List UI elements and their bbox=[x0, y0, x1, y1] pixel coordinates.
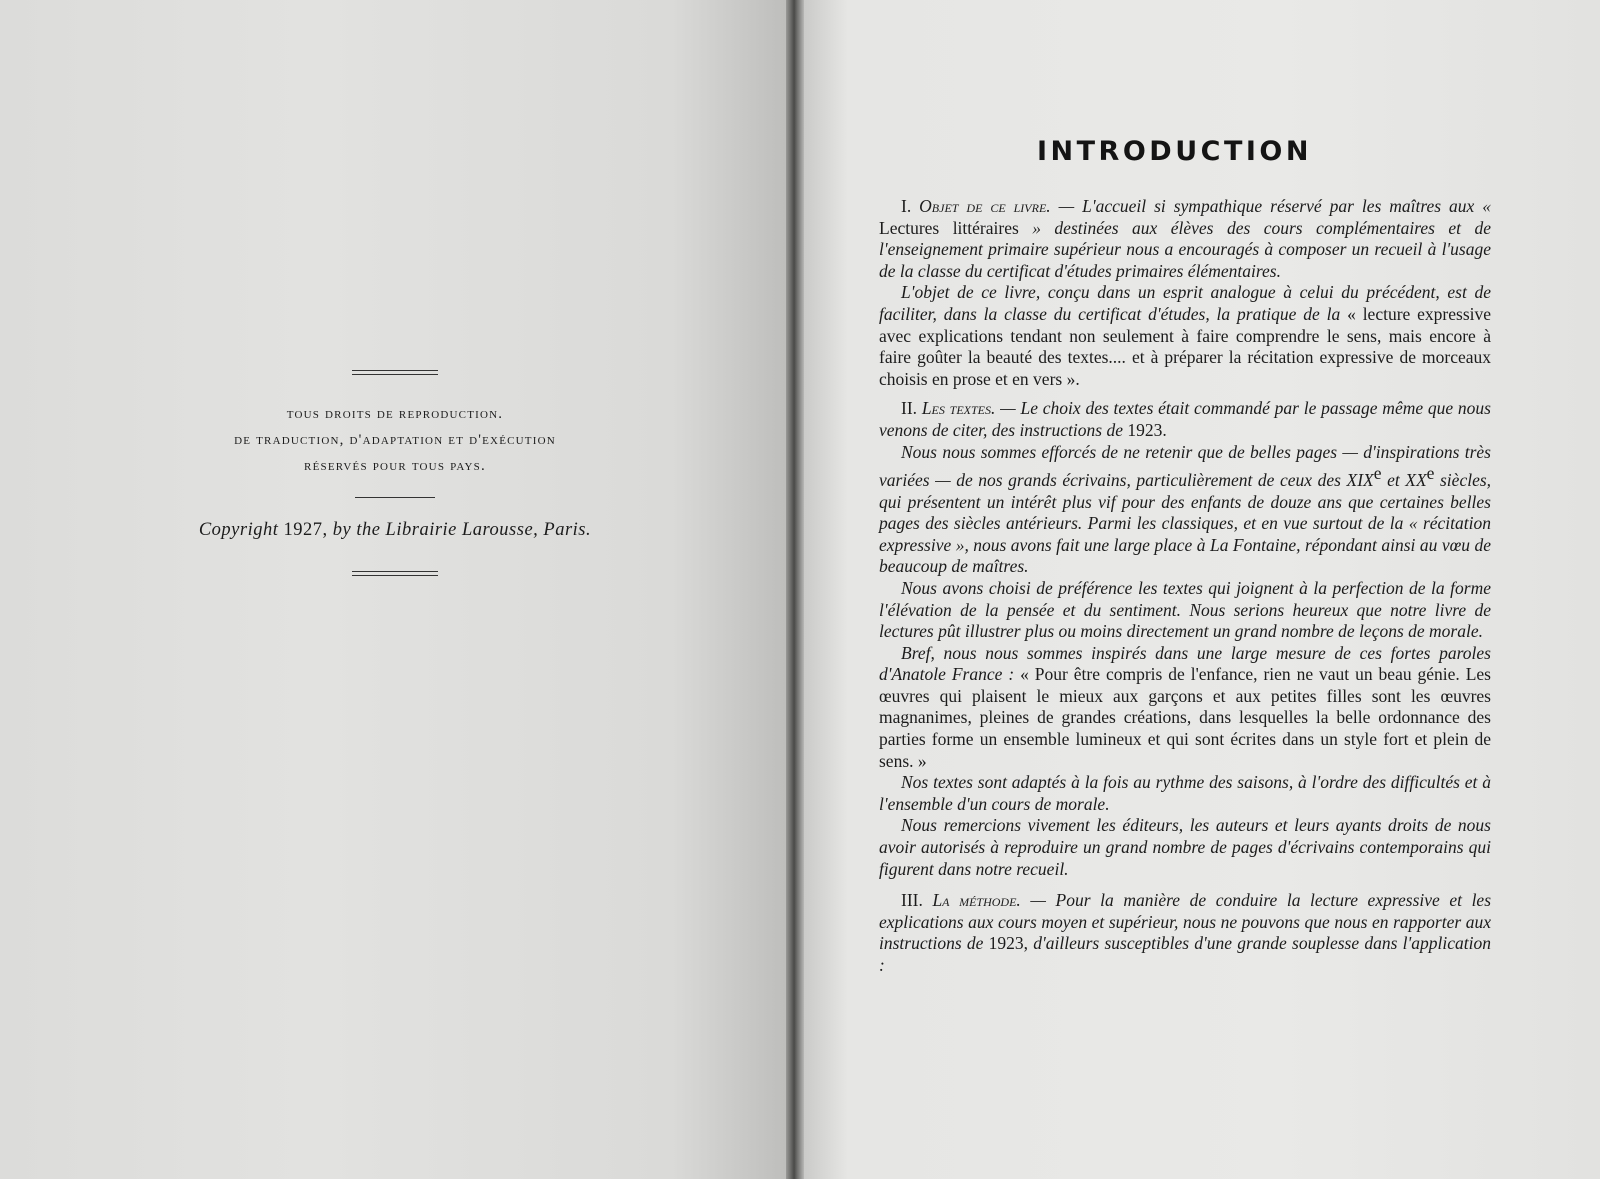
section-objet bbox=[879, 196, 1491, 282]
section-text: » destinées aux élèves des cours complémentaires et de l'enseignement primaire supérieur nous a encouragés à composer un recueil à l'usage de la classe du certificat d'études primaires élémentaires. bbox=[879, 217, 1492, 281]
double-rule-bottom bbox=[352, 571, 438, 576]
section-heading: La méthode. bbox=[932, 890, 1021, 911]
paragraph bbox=[879, 643, 1491, 773]
copyright-suffix: by the Librairie Larousse, Paris. bbox=[332, 520, 592, 540]
paragraph-italic: Bref, nous nous sommes inspirés dans une large mesure de ces fortes paroles d'Anatole France : bbox=[879, 642, 1491, 685]
paragraph-text: Nous nous sommes efforcés de ne retenir que de belles pages — d'inspirations très variées — de nos grands écrivains, particulièrement de ceux des bbox=[879, 441, 1491, 490]
paragraph: Nous avons choisi de préférence les textes qui joignent à la perfection de la forme l'élévation de la pensée et du sentiment. Nous serions heureux que notre livre de lectures pût illustrer plus ou moins directement un grand nombre de leçons de morale. bbox=[879, 577, 1491, 642]
book-gutter bbox=[786, 0, 804, 1179]
section-methode bbox=[879, 890, 1491, 976]
section-text: — Pour la manière de conduire la lecture expressive et les explications aux cours moyen et supérieur, nous ne pouvons que nous en rapporter aux instructions de bbox=[879, 890, 1492, 954]
section-number: I. bbox=[901, 196, 912, 216]
section-textes bbox=[879, 398, 1491, 441]
section-heading: Objet de ce livre. bbox=[919, 196, 1051, 216]
section-text: — Le choix des textes était commandé par le passage même que nous venons de citer, des instructions de bbox=[879, 398, 1491, 440]
rights-line: tous droits de reproduction. bbox=[286, 406, 504, 422]
paragraph-italic: L'objet de ce livre, conçu dans un esprit analogue à celui du précédent, est de faciliter, dans la classe du certificat d'études, la pratique de la bbox=[879, 282, 1491, 324]
quotation: « lecture expressive avec explications tendant non seulement à faire comprendre le sens, mais encore à faire goûter la beauté des textes.... et à préparer la récitation expressive de morceaux choisis en prose et en vers ». bbox=[879, 303, 1492, 389]
rights-notice bbox=[150, 370, 640, 576]
superscript: e bbox=[1373, 463, 1382, 484]
book-title-mention: Lectures littéraires bbox=[879, 217, 1019, 238]
paragraph: Nous remercions vivement les éditeurs, les auteurs et leurs ayants droits de nous avoir autorisés à reproduire un grand nombre de pages d'écrivains contemporains qui figurent dans notre recueil. bbox=[879, 815, 1491, 879]
double-rule-top bbox=[352, 370, 438, 375]
rights-line: de traduction, d'adaptation et d'exécution bbox=[234, 432, 556, 448]
superscript: e bbox=[1426, 463, 1435, 484]
rights-line: réservés pour tous pays. bbox=[304, 458, 486, 474]
copyright-prefix: Copyright bbox=[198, 520, 279, 540]
copyright-year: 1927, bbox=[283, 520, 328, 540]
paragraph bbox=[879, 282, 1491, 390]
paragraph bbox=[879, 442, 1491, 578]
paragraph: Nos textes sont adaptés à la fois au rythme des saisons, à l'ordre des difficultés et à l'ensemble d'un cours de morale. bbox=[879, 772, 1491, 814]
page-title: INTRODUCTION bbox=[1037, 136, 1312, 167]
paragraph-text: siècles, qui présentent un intérêt plus vif pour des enfants de douze ans que certaines belles pages des siècles antérieurs. Parmi les classiques, et en vue surtout de la « récitation expressive », nous avons fait une large place à La Fontaine, répondant ainsi au vœu de beaucoup de maîtres. bbox=[879, 469, 1492, 577]
left-page bbox=[0, 0, 790, 1179]
section-number: II. bbox=[901, 398, 918, 419]
section-number: III. bbox=[901, 890, 923, 911]
century-numeral: XX bbox=[1405, 469, 1427, 490]
section-text: d'ailleurs susceptibles d'une grande souplesse dans l'application : bbox=[879, 933, 1491, 976]
quotation: « Pour être compris de l'enfance, rien ne vaut un beau génie. Les œuvres qui plaisent le mieux aux garçons et aux petites filles sont les œuvres magnanimes, pleines de grandes créations, dans lesquelles la belle ordonnance des parties forme un ensemble lumineux et qui sont écrites dans un style fort et plein de sens. » bbox=[879, 664, 1491, 771]
introduction-text bbox=[879, 196, 1491, 977]
rights-text bbox=[150, 401, 640, 479]
section-text: — L'accueil si sympathique réservé par les maîtres aux « bbox=[1058, 196, 1492, 216]
section-heading: Les textes. bbox=[921, 398, 996, 419]
copyright-line bbox=[150, 520, 640, 541]
century-numeral: XIX bbox=[1346, 469, 1374, 490]
year: 1923, bbox=[988, 933, 1029, 954]
single-rule bbox=[355, 497, 435, 498]
paragraph-text: et bbox=[1387, 469, 1400, 490]
year: 1923. bbox=[1127, 419, 1167, 440]
